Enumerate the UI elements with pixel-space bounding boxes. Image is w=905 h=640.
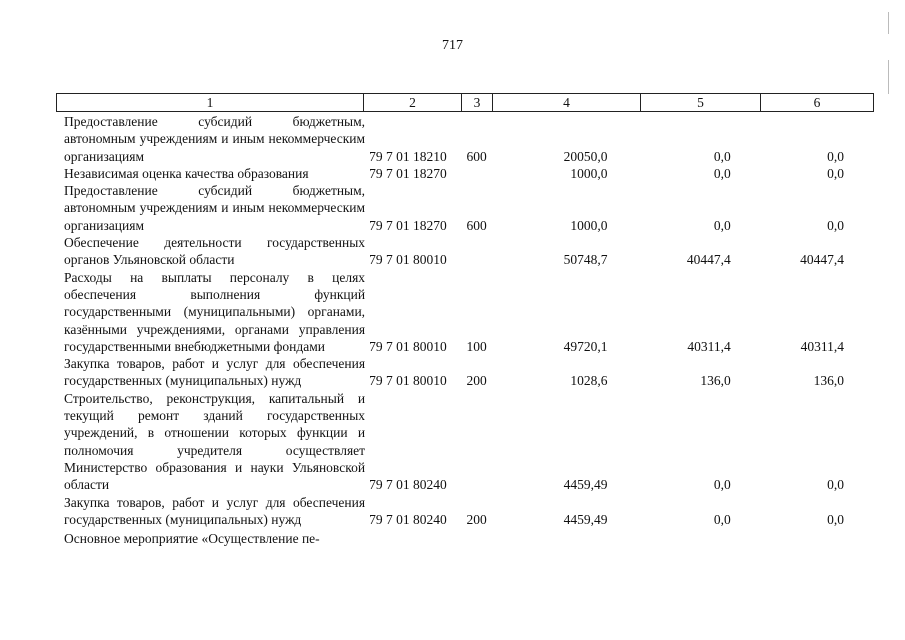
row-col-4: 4459,49 <box>563 477 608 493</box>
header-col-5: 5 <box>641 94 761 112</box>
row-col-6: 40447,4 <box>800 252 844 268</box>
header-col-3: 3 <box>462 94 493 112</box>
row-col-4: 50748,7 <box>563 252 608 268</box>
row-col-5: 40311,4 <box>687 338 731 354</box>
row-code: 79 7 01 80010 <box>369 373 447 389</box>
row-col-6: 0,0 <box>827 148 844 164</box>
row-name: Расходы на выплаты персоналу в целях обеспечения выполнения функций государственными (муниципальными) органами, казёнными учреждениями, органами управления государственными внебюджетными фондами <box>64 269 366 354</box>
row-expense-type: 200 <box>466 511 487 527</box>
row-expense-type: 600 <box>466 217 487 233</box>
row-name: Обеспечение деятельности государственных органов Ульяновской области <box>64 235 366 268</box>
table-row <box>56 113 844 165</box>
header-col-2: 2 <box>364 94 462 112</box>
row-col-5: 136,0 <box>700 373 731 389</box>
scan-mark <box>888 12 889 34</box>
table-row <box>56 530 844 547</box>
row-code: 79 7 01 80240 <box>369 477 447 493</box>
row-code: 79 7 01 18210 <box>369 148 447 164</box>
table-row <box>56 269 844 355</box>
row-col-5: 40447,4 <box>686 252 731 268</box>
row-col-5: 0,0 <box>713 148 731 164</box>
row-expense-type: 100 <box>466 338 487 354</box>
row-name: Строительство, реконструкция, капитальный и текущий ремонт зданий государственных учреждений, в отношении которых функции и полномочия учредителя осуществляет Министерство образования и науки Ульяновской области <box>64 390 366 493</box>
row-col-6: 0,0 <box>827 217 844 233</box>
row-col-4: 1028,6 <box>570 373 608 389</box>
row-name: Закупка товаров, работ и услуг для обеспечения государственных (муниципальных) нужд <box>64 356 366 389</box>
table-row <box>56 355 844 390</box>
page-number: 717 <box>442 38 463 53</box>
row-name: Предоставление субсидий бюджетным, автономным учреждениям и иным некоммерческим организациям <box>64 183 366 233</box>
row-code: 79 7 01 80010 <box>369 338 447 354</box>
row-code: 79 7 01 18270 <box>369 165 447 181</box>
row-name: Закупка товаров, работ и услуг для обеспечения государственных (муниципальных) нужд <box>64 494 366 527</box>
row-col-6: 0,0 <box>827 165 844 181</box>
row-col-6: 136,0 <box>813 373 844 389</box>
row-col-4: 1000,0 <box>570 165 608 181</box>
row-col-6: 40311,4 <box>800 338 844 354</box>
table-row <box>56 182 844 234</box>
header-col-4: 4 <box>493 94 641 112</box>
header-col-1: 1 <box>57 94 364 112</box>
row-col-4: 20050,0 <box>563 148 608 164</box>
row-col-5: 0,0 <box>713 511 731 527</box>
row-code: 79 7 01 80240 <box>369 511 447 527</box>
column-header-table <box>56 93 874 112</box>
row-col-4: 4459,49 <box>563 511 608 527</box>
row-name: Предоставление субсидий бюджетным, автономным учреждениям и иным некоммерческим организациям <box>64 114 366 164</box>
table-row <box>56 234 844 269</box>
row-code: 79 7 01 18270 <box>369 217 447 233</box>
row-expense-type: 200 <box>466 373 487 389</box>
table-row <box>56 494 844 529</box>
row-col-4: 49720,1 <box>563 338 608 354</box>
row-col-6: 0,0 <box>827 511 844 527</box>
row-col-5: 0,0 <box>713 217 731 233</box>
row-code: 79 7 01 80010 <box>369 252 447 268</box>
table-row <box>56 390 844 494</box>
budget-rows <box>56 113 844 547</box>
header-col-6: 6 <box>761 94 874 112</box>
row-col-5: 0,0 <box>713 165 731 181</box>
row-expense-type: 600 <box>466 148 487 164</box>
row-col-5: 0,0 <box>713 477 731 493</box>
row-col-6: 0,0 <box>827 477 844 493</box>
table-row <box>56 165 844 182</box>
row-name: Независимая оценка качества образования <box>64 165 309 181</box>
row-name: Основное мероприятие «Осуществление пе- <box>64 531 320 547</box>
scan-mark <box>888 60 889 94</box>
header-row <box>57 94 874 112</box>
row-col-4: 1000,0 <box>570 217 608 233</box>
